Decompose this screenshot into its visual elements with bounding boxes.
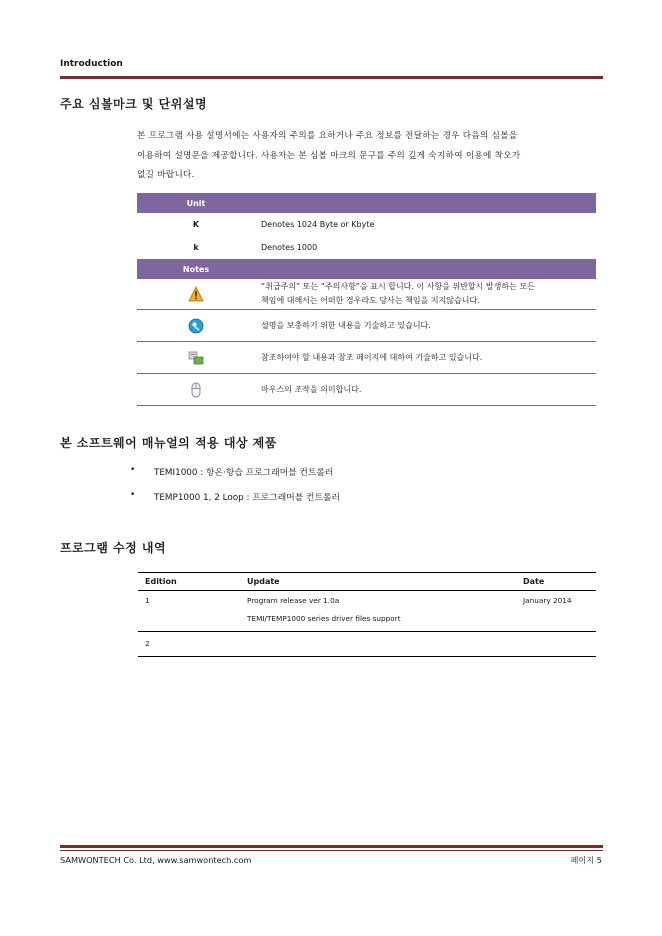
page-number: 페이지 5 [570, 855, 602, 865]
table-row [137, 374, 596, 406]
bullet-icon: • [130, 465, 136, 475]
unit-symbol: k [193, 243, 199, 252]
note-text: 마우스의 조작을 의미합니다. [255, 374, 596, 406]
note-text: 참조하여야 할 내용과 참조 페이지에 대하여 기술하고 있습니다. [255, 342, 596, 374]
unit-header-row [137, 193, 596, 213]
update-line: Program release ver 1.0a [247, 596, 340, 605]
intro-paragraph [137, 127, 603, 186]
table-row [138, 591, 596, 632]
table-row [137, 342, 596, 374]
column-header: Date [516, 573, 596, 591]
unit-description: Denotes 1000 [261, 243, 318, 252]
bullet-icon: • [130, 490, 136, 500]
note-text: 설명을 보충하기 위한 내용을 기술하고 있습니다. [255, 310, 596, 342]
intro-line: 이용하여 설명문을 제공합니다. 사용자는 본 심볼 마크의 문구를 주의 깊게 숙지하여 이용에 착오가 [137, 150, 521, 161]
note-text: 책임에 대해서는 어떠한 경우라도 당사는 책임을 지지않습니다. [261, 296, 480, 305]
footer-company: SAMWONTECH Co. Ltd, www.samwontech.com [60, 855, 252, 865]
notes-header: Notes [137, 259, 255, 279]
table-row [138, 632, 596, 657]
warning-icon [188, 286, 204, 302]
update-cell [240, 632, 516, 657]
list-item [130, 490, 340, 515]
product-name: TEMI1000 : 항온·항습 프로그래머블 컨트롤러 [154, 468, 334, 478]
intro-line: 본 프로그램 사용 설명서에는 사용자의 주의를 요하거나 주요 정보를 전달하는 경우 다음의 심볼을 [137, 131, 518, 141]
note-text: “취급주의” 또는 “주의사항”을 표시 합니다. 이 사항을 위반할시 발생하는 모든 [261, 282, 535, 291]
intro-line: 없길 바랍니다. [137, 170, 195, 180]
unit-description: Denotes 1024 Byte or Kbyte [261, 220, 375, 229]
mouse-icon [188, 382, 204, 398]
product-list [130, 465, 340, 515]
product-name: TEMP1000 1, 2 Loop : 프로그래머블 컨트롤러 [154, 493, 341, 503]
edition-cell: 2 [138, 632, 240, 657]
section-title-revisions: 프로그램 수정 내역 [60, 541, 167, 555]
info-icon [188, 318, 204, 334]
revision-table [138, 572, 596, 657]
update-line: TEMI/TEMP1000 series driver files support [247, 614, 401, 623]
footer-rule-thin [60, 850, 603, 851]
list-item [130, 465, 340, 490]
running-header: Introduction [60, 59, 123, 69]
symbol-table [137, 193, 596, 406]
section-title-symbols: 주요 심볼마크 및 단위설명 [60, 97, 208, 111]
table-row [137, 213, 596, 236]
reference-icon [188, 350, 204, 366]
header-rule [60, 76, 603, 79]
column-header: Edition [138, 573, 240, 591]
table-row [137, 279, 596, 310]
table-row [137, 310, 596, 342]
update-cell [240, 591, 516, 632]
section-title-products: 본 소프트웨어 매뉴얼의 적용 대상 제품 [60, 436, 277, 450]
date-cell: January 2014 [516, 591, 596, 632]
date-cell [516, 632, 596, 657]
notes-header-row [137, 259, 596, 279]
table-row [137, 236, 596, 259]
table-header-row [138, 573, 596, 591]
edition-cell: 1 [138, 591, 240, 632]
unit-header: Unit [137, 193, 255, 213]
unit-symbol: K [192, 220, 200, 229]
footer-rule [60, 845, 603, 848]
column-header: Update [240, 573, 516, 591]
